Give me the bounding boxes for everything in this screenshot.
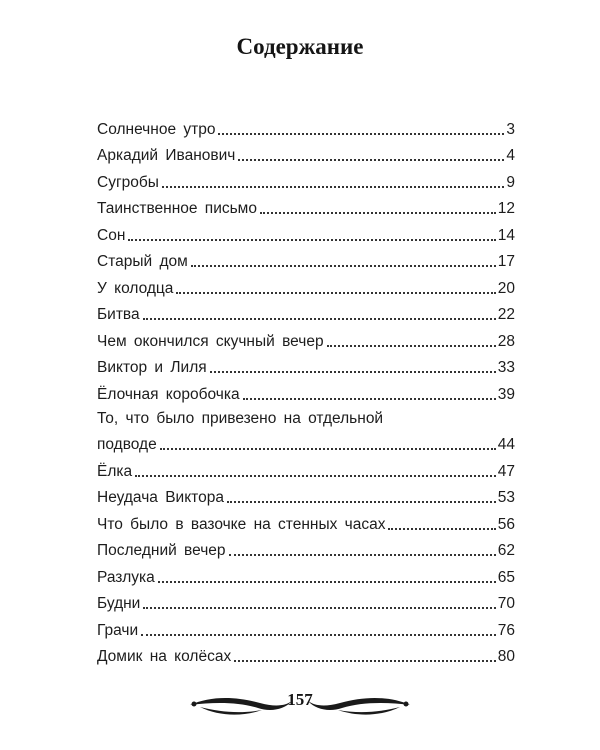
dot-leader — [141, 634, 496, 636]
dot-leader — [238, 159, 504, 161]
toc-entry — [97, 139, 515, 166]
toc-entry-page: 17 — [497, 253, 515, 270]
toc-entry-title: Старый дом — [97, 253, 188, 270]
toc-entry-title: Домик на колёсах — [97, 648, 232, 665]
toc-entry-page: 47 — [497, 462, 515, 480]
toc-entry — [97, 165, 515, 192]
toc-entry-title-line2: подводе — [97, 436, 157, 453]
toc-entry — [97, 507, 515, 534]
toc-entry-title: Чем окончился скучный вечер — [97, 332, 324, 350]
dot-leader — [388, 528, 495, 530]
dot-leader — [128, 239, 495, 241]
toc-entry-title: Солнечное утро — [97, 120, 216, 138]
toc-entry-page: 33 — [497, 359, 515, 376]
toc-entry-title: У колодца — [97, 279, 174, 297]
toc-entry-page: 62 — [497, 542, 515, 559]
toc-entry-title: Что было в вазочке на стенных часах — [97, 515, 386, 533]
toc-entry — [97, 534, 515, 561]
toc-entry — [97, 245, 515, 272]
toc-entry-title-line1: То, что было привезено на отдельной — [97, 409, 384, 427]
toc-entry-page: 3 — [506, 120, 515, 138]
toc-entry-title: Аркадий Иванович — [97, 147, 236, 164]
toc-entry-page: 20 — [497, 279, 515, 297]
toc-entry-title: Последний вечер — [97, 542, 226, 559]
dot-leader — [176, 292, 495, 294]
toc-entry-page: 44 — [497, 436, 515, 453]
toc-entry — [97, 112, 515, 139]
toc-entry — [97, 324, 515, 351]
toc-entry-page: 53 — [497, 489, 515, 506]
dot-leader — [327, 345, 496, 347]
toc-entry-page: 9 — [506, 173, 515, 191]
dot-leader — [243, 398, 496, 400]
dot-leader — [210, 371, 496, 373]
toc-entry-page: 28 — [497, 332, 515, 350]
toc-entry — [97, 587, 515, 614]
toc-entry — [97, 377, 515, 404]
toc-entry-page: 4 — [506, 147, 515, 164]
dot-leader — [143, 318, 496, 320]
toc-entry-page: 12 — [497, 200, 515, 217]
toc-entry-page: 39 — [497, 385, 515, 403]
toc-entry-title: Сугробы — [97, 173, 159, 191]
toc-entry — [97, 298, 515, 325]
toc-entry — [97, 640, 515, 667]
toc-entry — [97, 218, 515, 245]
dot-leader — [218, 133, 504, 135]
dot-leader — [191, 265, 496, 267]
dot-leader — [227, 501, 496, 503]
toc-entry-page: 70 — [497, 595, 515, 612]
toc-entry — [97, 560, 515, 587]
toc-entry — [97, 481, 515, 508]
toc-entry — [97, 428, 515, 455]
toc-entry-page: 22 — [497, 306, 515, 323]
toc-entry-title: Грачи — [97, 621, 139, 639]
toc-entry-title: Будни — [97, 595, 141, 612]
dot-leader — [135, 475, 496, 477]
toc-entry — [97, 192, 515, 219]
dot-leader — [162, 186, 505, 188]
dot-leader — [260, 212, 496, 214]
toc-entry-first-line — [97, 404, 515, 428]
toc-entry-title: Ёлочная коробочка — [97, 385, 240, 403]
page-number: 157 — [287, 690, 313, 709]
toc-entry — [97, 351, 515, 378]
dot-leader — [229, 554, 496, 556]
toc-entry-title: Сон — [97, 226, 126, 244]
dot-leader — [143, 607, 495, 609]
toc-entry-title: Таинственное письмо — [97, 200, 257, 217]
dot-leader — [158, 581, 496, 583]
toc-entry-title: Виктор и Лиля — [97, 359, 207, 376]
page-title: Содержание — [236, 34, 364, 59]
toc-entry-title: Битва — [97, 306, 140, 323]
dot-leader — [160, 448, 496, 450]
toc-entry-title: Неудача Виктора — [97, 489, 224, 506]
toc-entry-page: 14 — [497, 226, 515, 244]
toc-entry-title: Разлука — [97, 568, 155, 586]
table-of-contents — [97, 112, 515, 666]
toc-entry-page: 76 — [497, 621, 515, 639]
toc-entry-page: 65 — [497, 568, 515, 586]
dot-leader — [234, 660, 496, 662]
toc-entry — [97, 454, 515, 481]
toc-entry-page: 56 — [497, 515, 515, 533]
toc-entry — [97, 271, 515, 298]
toc-entry-title: Ёлка — [97, 462, 133, 480]
toc-entry — [97, 613, 515, 640]
toc-entry-page: 80 — [497, 648, 515, 665]
